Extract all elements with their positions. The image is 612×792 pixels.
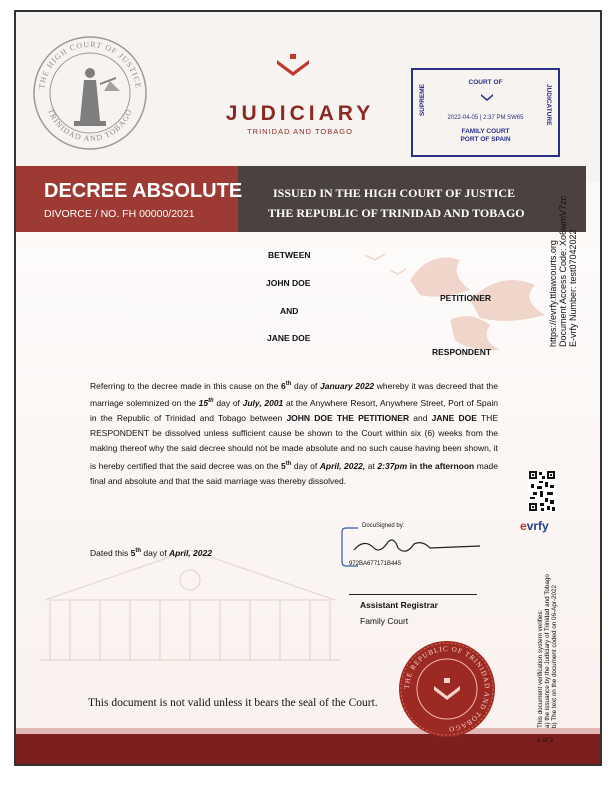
evrfy-logo-e: e	[520, 519, 527, 533]
document-access-code: Document Access Code: Xo6wmV7zc	[558, 195, 568, 347]
verification-info-3: b) The text on the document coded on 06-Apr-2022	[551, 584, 558, 728]
evrfy-number: E-vrfy Number: test07042022	[568, 229, 578, 347]
stamp-logo-icon	[480, 92, 494, 102]
verification-info-2: a) the issuance by the Judiciary of Trinidad and Tobago	[544, 574, 551, 728]
between-label: BETWEEN	[268, 250, 311, 260]
seal-bottom-text: TRINIDAD AND TOBAGO	[45, 107, 135, 144]
stamp-timestamp: 2022-04-05 | 2:37 PM SW65	[447, 115, 524, 121]
judiciary-logo-icon	[273, 52, 313, 82]
verification-info-block	[537, 574, 558, 728]
issued-line-2: THE REPUBLIC OF TRINIDAD AND TOBAGO	[268, 206, 525, 220]
bottom-band	[16, 734, 600, 764]
petitioner-name: JOHN DOE	[266, 278, 311, 288]
brand-subtitle: TRINIDAD AND TOBAGO	[247, 127, 353, 136]
document-title: DECREE ABSOLUTE	[44, 180, 243, 202]
registrar-title: Assistant Registrar	[360, 600, 438, 610]
high-court-seal	[30, 33, 150, 153]
stamp-family-court-label: FAMILY COURT	[461, 128, 510, 135]
page-number: 1 of 2	[537, 737, 554, 744]
dated-line: Dated this 5th day of April, 2022	[90, 548, 212, 558]
court-seal	[398, 640, 496, 738]
verification-url[interactable]: https://evrfy.ttlawcourts.org	[548, 240, 558, 347]
and-label: AND	[280, 306, 299, 316]
seal-ring-text: THE REPUBLIC OF TRINIDAD AND TOBAGO	[402, 644, 492, 734]
case-number: DIVORCE / NO. FH 00000/2021	[44, 208, 195, 220]
seal-top-text: THE HIGH COURT OF JUSTICE	[37, 39, 143, 90]
brand-title: JUDICIARY	[225, 102, 375, 125]
stamp-supreme: SUPREME	[419, 84, 426, 117]
evrfy-logo	[520, 519, 549, 533]
issued-line-1: ISSUED IN THE HIGH COURT OF JUSTICE	[273, 186, 516, 200]
decree-text: Referring to the decree made in this cause on the 6th day of January 2022 whereby it was decreed that the marriage solemnized on the 15th day of July, 2001 at the Anywhere Resort, Anywhere Street, Port of Spain in the Republic of Trinidad and Tobago between JOHN DOE THE PETITIONER and JANE DOE THE RESPONDENT be dissolved unless sufficient cause be shown to the Court within six (6) weeks from the making thereof why the said decree should not be made absolute and no such cause having been shown, it is hereby certified that the said decree was on the 5th day of April, 2022, at 2:37pm in the afternoon made final and absolute and that the said marriage was thereby dissolved.	[90, 380, 499, 486]
verification-info-1: This document verification system verifies:	[537, 609, 544, 728]
stamp-family-court	[413, 128, 558, 144]
evrfy-logo-text: vrfy	[526, 519, 549, 533]
docusign-id: 972BA677171B445	[349, 561, 402, 567]
stamp-court-of: COURT OF	[468, 79, 503, 86]
decree-paragraph	[90, 377, 498, 489]
respondent-label: RESPONDENT	[432, 347, 492, 357]
validity-notice: This document is not valid unless it bears the seal of the Court.	[88, 697, 378, 709]
signature-line	[349, 594, 477, 595]
qr-code[interactable]	[528, 470, 556, 512]
stamp-judicature: JUDICATURE	[545, 84, 552, 126]
docusigned-label: DocuSigned by:	[362, 523, 405, 529]
registrar-court: Family Court	[360, 616, 409, 626]
verification-access-block	[548, 196, 578, 347]
stamp-location: PORT OF SPAIN	[460, 136, 511, 143]
court-received-stamp	[411, 68, 560, 157]
petitioner-label: PETITIONER	[440, 293, 492, 303]
respondent-name: JANE DOE	[267, 333, 311, 343]
